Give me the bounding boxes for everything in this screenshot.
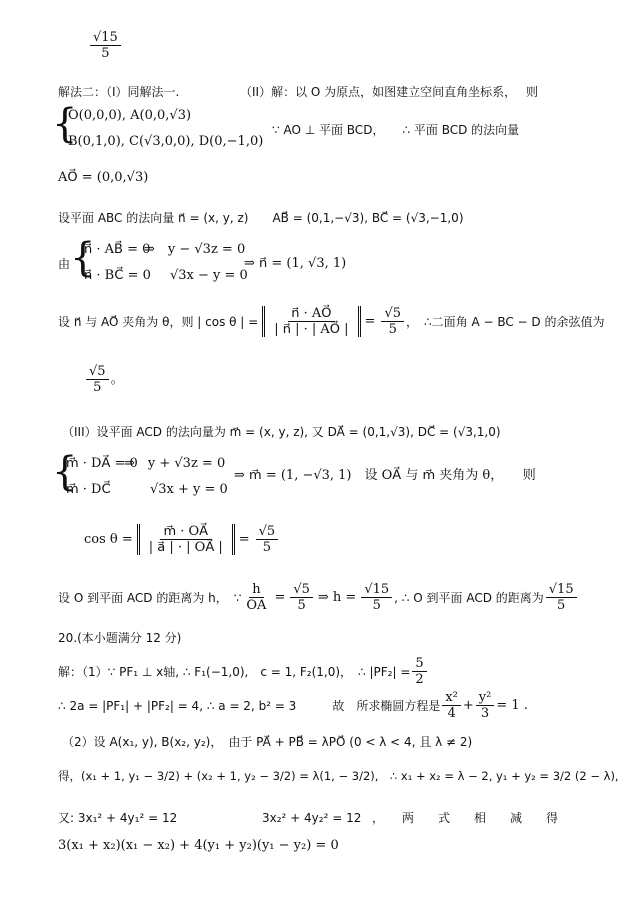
q20-ellipse-x-num: x² [442, 690, 461, 706]
dist-frac1-num: h [249, 582, 263, 598]
dist-frac2-num: √5 [290, 582, 313, 598]
ao-vector: AO⃗ = (0,0,√3) [58, 170, 149, 185]
sys2-mid-row2: √3x + y = 0 [150, 482, 228, 497]
top-value [88, 30, 123, 61]
abc-normal-line: 设平面 ABC 的法向量 n⃗ = (x, y, z) AB⃗ = (0,1,−√3), BC⃗ = (√3,−1,0) [58, 211, 464, 225]
dist-frac1-den: OA [246, 598, 267, 613]
dist-eq: = [274, 589, 286, 605]
coords-row1: O(0,0,0), A(0,0,√3) [68, 108, 192, 123]
q20-get: 得，(x₁ + 1, y₁ − 3/2) + (x₂ + 1, y₂ − 3/2) = λ(1, − 3/2), ∴ x₁ + x₂ = λ − 2, y₁ + y₂ = 3/2 (2 − λ), [58, 769, 619, 783]
sys1-mid-row1: ⇒ y − √3z = 0 [144, 242, 246, 257]
top-value-den: 5 [101, 46, 110, 61]
dist-mid: ⇒ h = [317, 589, 357, 605]
q20-also-b: 3x₂² + 4y₂² = 12 [262, 811, 362, 825]
cos2-val-num: √5 [256, 524, 279, 540]
q20-last: 3(x₁ + x₂)(x₁ − x₂) + 4(y₁ + y₂)(y₁ − y₂) = 0 [58, 838, 339, 853]
dist-frac4-num: √15 [546, 582, 577, 598]
cos1-num: n⃗ · AO⃗ [288, 306, 334, 322]
q20-ellipse-y-num: y² [476, 690, 495, 706]
dist-suffix: , ∴ O 到平面 ACD 的距离为 [394, 590, 544, 605]
sys1-row2: n⃗ · BC⃗ = 0 [84, 268, 151, 283]
cos1-eq: = [364, 313, 376, 329]
sys2-result: ⇒ m⃗ = (1, −√3, 1) 设 OA⃗ 与 m⃗ 夹角为 θ， 则 [234, 468, 536, 483]
dist-frac4-den: 5 [557, 598, 566, 613]
cos2-abs [137, 524, 235, 555]
q20-ellipse-x-den: 4 [447, 706, 456, 721]
part3-intro: （III）设平面 ACD 的法向量为 m⃗ = (x, y, z), 又 DA⃗ = (0,1,√3), DC⃗ = (√3,1,0) [62, 425, 501, 439]
cos1-final-dot: 。 [110, 371, 124, 387]
ao-perp-line: ∵ AO ⊥ 平面 BCD， ∴ 平面 BCD 的法向量 [272, 123, 520, 137]
q20-part1-line1 [58, 656, 429, 687]
cos1-final-num: √5 [86, 364, 109, 380]
cos1-suffix: ， ∴二面角 A − BC − D 的余弦值为 [406, 314, 605, 329]
method2-line: 解法二：（I）同解法一. [58, 85, 180, 99]
q20-part1-frac-den: 2 [415, 672, 424, 687]
q20-part2: （2）设 A(x₁, y), B(x₂, y₂)， 由于 PA⃗ + PB⃗ = λPO⃗ (0 < λ < 4, 且 λ ≠ 2) [62, 735, 473, 749]
sys1-mid-row2: √3x − y = 0 [170, 268, 248, 283]
dist-prefix: 设 O 到平面 ACD 的距离为 h， ∵ [58, 590, 242, 605]
sys2-mid-row1: ⇒ y + √3z = 0 [124, 456, 226, 471]
dist-frac2-den: 5 [297, 598, 306, 613]
dist-frac3-den: 5 [372, 598, 381, 613]
cos1-prefix: 设 n⃗ 与 AO⃗ 夹角为 θ，则 | cos θ | = [58, 314, 259, 329]
cos2-num: m⃗ · OA⃗ [160, 524, 211, 540]
q20-part1-frac-num: 5 [412, 656, 426, 672]
cos1-den: | n⃗ | · | AO⃗ | [274, 322, 349, 337]
q20-header: 20.(本小题满分 12 分) [58, 631, 182, 645]
coords-row2: B(0,1,0), C(√3,0,0), D(0,−1,0) [68, 134, 264, 149]
sys1-prefix: 由 [58, 257, 71, 271]
cos1-line [58, 306, 604, 337]
dist-line [58, 582, 579, 613]
sys1-row1: n⃗ · AB⃗ = 0 [84, 242, 151, 257]
cos1-final-den: 5 [93, 380, 102, 395]
coords-brace: { [52, 101, 78, 147]
q20-ellipse-end: = 1 . [496, 697, 528, 713]
sys2-brace: { [52, 449, 78, 495]
sys1-result: ⇒ n⃗ = (1, √3, 1) [244, 256, 347, 271]
top-value-num: √15 [90, 30, 121, 46]
sys2-row1: m⃗ · DA⃗ = 0 [66, 456, 138, 471]
q20-part1-b: ∴ 2a = |PF₁| + |PF₂| = 4, ∴ a = 2, b² = 3 故 所求椭圆方程是 [58, 698, 441, 713]
dist-frac3-num: √15 [361, 582, 392, 598]
q20-also-c: ， 两 式 相 减 得 [372, 811, 559, 825]
q20-ellipse-y-den: 3 [480, 706, 490, 721]
cos1-val-num: √5 [381, 306, 404, 322]
sys2-row2: m⃗ · DC⃗ [66, 482, 111, 497]
q20-also-a: 又: 3x₁² + 4y₁² = 12 [58, 811, 178, 825]
cos2-val-den: 5 [262, 540, 272, 555]
cos1-val-den: 5 [388, 322, 397, 337]
cos2-den: | a⃗ | · | OA⃗ | [148, 540, 223, 555]
q20-ellipse-plus: + [462, 697, 474, 713]
cos2-prefix: cos θ = [84, 531, 133, 547]
part2-intro: （II）解：以 O 为原点，如图建立空间直角坐标系， 则 [240, 85, 538, 99]
cos1-abs [262, 306, 360, 337]
q20-part1-a: 解：（1）∵ PF₁ ⊥ x轴, ∴ F₁(−1,0), c = 1, F₂(1,0)， ∴ |PF₂| = [58, 664, 411, 679]
cos2-line [84, 524, 280, 555]
cos1-final [84, 364, 124, 395]
q20-part1-line2 [58, 690, 528, 721]
cos2-eq: = [238, 531, 250, 547]
sys1-brace: { [70, 235, 96, 281]
